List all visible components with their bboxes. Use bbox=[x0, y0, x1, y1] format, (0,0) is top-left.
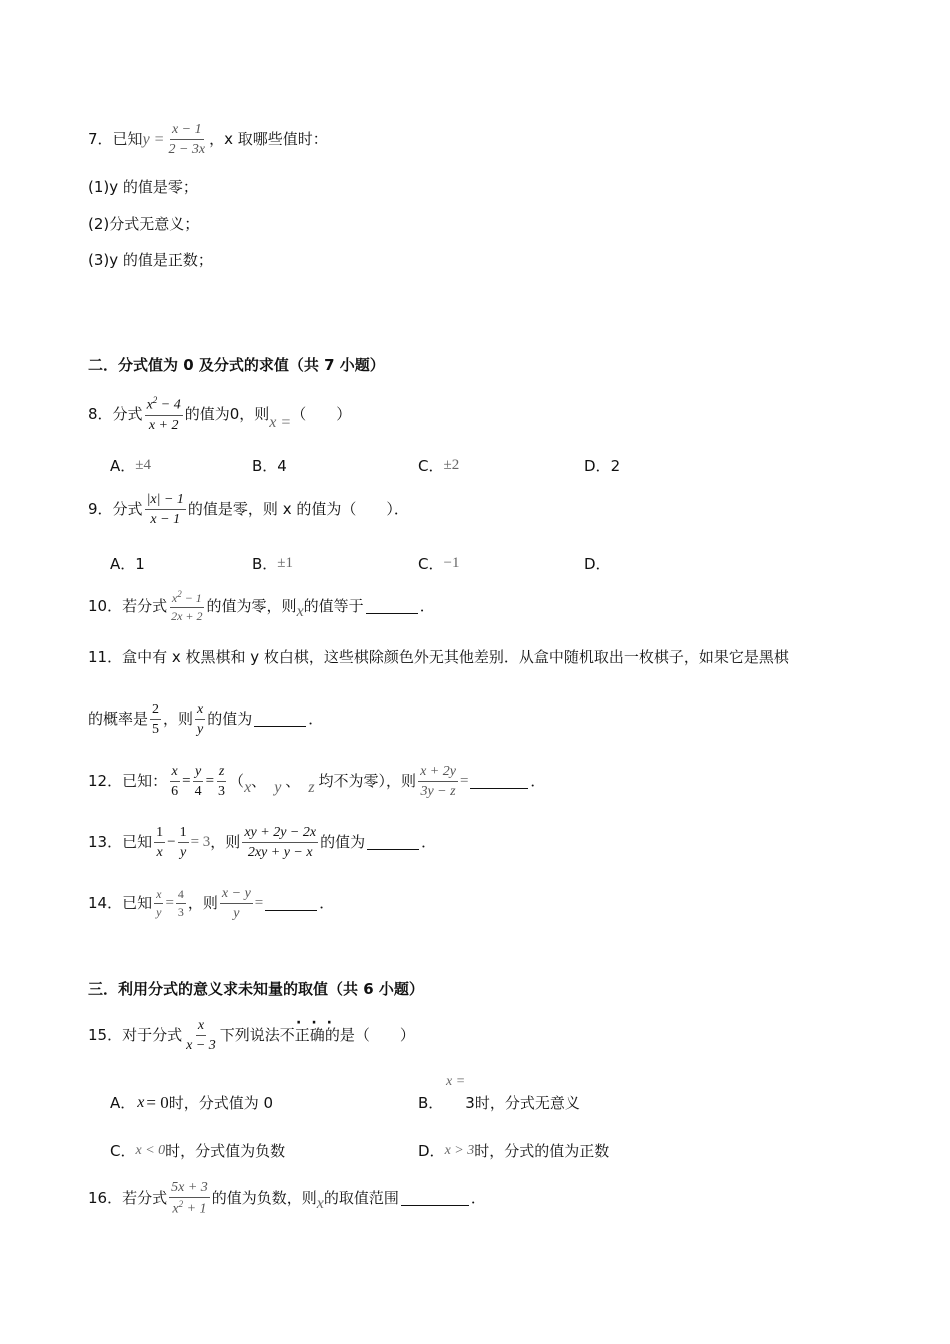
q14-line: 14． 已知 $\frac{x}{y}$ = $\frac{4}{3}$ ，则 $\frac{x - y}{y}$ = ． bbox=[88, 886, 335, 922]
q14-frac-expr: $\frac{x - y}{y}$ bbox=[221, 886, 251, 922]
q10-number: 10． bbox=[88, 597, 123, 616]
q9-line bbox=[88, 492, 409, 528]
q12-paren: （ bbox=[229, 772, 245, 791]
q8-line bbox=[88, 396, 351, 433]
q9-number: 9． bbox=[88, 500, 113, 519]
q11-line2c: 的值为 bbox=[207, 710, 253, 729]
q9-option-a[interactable]: A． 1 bbox=[110, 554, 145, 573]
q8-number: 8． bbox=[88, 405, 113, 424]
q14-frac-xy: $\frac{x}{y}$ bbox=[156, 887, 162, 920]
q13-mid: ，则 bbox=[210, 833, 241, 852]
q9-option-b[interactable]: B． ±1 bbox=[252, 555, 294, 573]
q10-end: ． bbox=[419, 597, 435, 616]
q16-tail: 的值为负数，则 bbox=[211, 1189, 317, 1208]
q15-tail-b: 不正确 bbox=[279, 1026, 325, 1045]
q10-tail2: 的值等于 bbox=[303, 597, 364, 616]
q10-x: x bbox=[296, 602, 304, 620]
q16-x: x bbox=[316, 1194, 324, 1212]
q7-sub3: (3)y 的值是正数； bbox=[88, 251, 213, 269]
q16-fraction: $\frac{5x + 3}{x^2 + 1}$ bbox=[171, 1180, 208, 1218]
q8-tail: （ ） bbox=[291, 405, 352, 424]
q11-answer-blank[interactable] bbox=[254, 712, 306, 727]
q15-emphasis-dots: ··· bbox=[296, 1015, 342, 1031]
q16-number: 16． bbox=[88, 1189, 123, 1208]
q12-frac-z3: $\frac{z}{3}$ bbox=[218, 764, 226, 800]
q10-line bbox=[88, 590, 435, 623]
q13-tail: 的值为 bbox=[320, 833, 366, 852]
q14-mid: ，则 bbox=[187, 894, 218, 913]
q15-tail-a: 下列说法 bbox=[219, 1026, 280, 1045]
q8-option-d[interactable]: D． 2 bbox=[584, 456, 621, 475]
q15-option-d[interactable]: D． x > 3 时，分式的值为正数 bbox=[418, 1142, 610, 1160]
q13-number: 13． bbox=[88, 833, 123, 852]
q14-end: ． bbox=[319, 894, 335, 913]
section3-heading: 三．利用分式的意义求未知量的取值（共 6 小题） bbox=[88, 980, 424, 998]
q7-lead: 已知 bbox=[112, 130, 143, 149]
q14-answer-blank[interactable] bbox=[265, 896, 317, 911]
q12-frac-y4: $\frac{y}{4}$ bbox=[194, 764, 202, 800]
q13-lead: 已知 bbox=[122, 833, 153, 852]
q11-text: 盒中有 x 枚黑棋和 y 枚白棋，这些棋除颜色外无其他差别．从盒中随机取出一枚棋子，如果它是黑棋 bbox=[122, 648, 789, 666]
q9-tail: 的值是零，则 x 的值为（ ）． bbox=[187, 500, 409, 519]
q13-frac-expr: $\frac{xy + 2y - 2x}{2xy + y - x}$ bbox=[244, 825, 317, 861]
q9-option-d[interactable]: D． bbox=[584, 555, 611, 573]
q9-option-c[interactable]: C． −1 bbox=[418, 555, 460, 573]
q15-lead: 对于分式 bbox=[122, 1026, 183, 1045]
q11-line1 bbox=[88, 650, 789, 665]
q8-fraction: $\frac{x^2 - 4}{x + 2}$ bbox=[146, 395, 181, 434]
q16-answer-blank[interactable] bbox=[401, 1191, 469, 1206]
q8-x-eq: x = bbox=[269, 413, 292, 431]
q7-sub2: (2)分式无意义； bbox=[88, 215, 200, 233]
q11-fraction-xy: $\frac{x}{y}$ bbox=[197, 702, 204, 738]
q15-option-a[interactable]: A． x = 0 时，分式值为 0 bbox=[110, 1092, 274, 1112]
q11-number: 11． bbox=[88, 648, 123, 666]
q12-lead: 已知： bbox=[122, 772, 168, 791]
q11-line2b: ，则 bbox=[163, 710, 194, 729]
q16-lead: 若分式 bbox=[122, 1189, 168, 1208]
q8-option-c[interactable]: C． ±2 bbox=[418, 457, 460, 475]
q7-sub1: (1)y 的值是零； bbox=[88, 178, 198, 196]
q11-fraction-prob: $\frac{2}{5}$ bbox=[152, 702, 160, 738]
q13-frac-1y: $\frac{1}{y}$ bbox=[179, 825, 187, 861]
q13-end: ． bbox=[421, 833, 437, 852]
q9-lead: 分式 bbox=[112, 500, 143, 519]
q12-frac-result: $\frac{x + 2y}{3y - z}$ bbox=[420, 764, 456, 800]
q12-tail: 均不为零），则 bbox=[318, 772, 417, 791]
q16-tail2: 的取值范围 bbox=[323, 1189, 399, 1208]
q12-answer-blank[interactable] bbox=[470, 774, 528, 789]
q14-number: 14． bbox=[88, 894, 123, 913]
q11-line2a: 的概率是 bbox=[88, 710, 149, 729]
q11-end: ． bbox=[308, 710, 324, 729]
q15-option-b[interactable]: B． x = 3时，分式无意义 bbox=[418, 1074, 580, 1112]
q7-number: 7． bbox=[88, 130, 113, 149]
q12-line: 12． 已知： $\frac{x}{6}$ = $\frac{y}{4}$ = $\frac{z}{3}$ （ x 、 y 、 z 均不为零），则 $\frac{x + 2y}{3y - z}$ = ． bbox=[88, 764, 546, 800]
q12-end: ． bbox=[530, 772, 546, 791]
q13-frac-1x: $\frac{1}{x}$ bbox=[156, 825, 164, 861]
q11-line2 bbox=[88, 702, 323, 738]
q8-option-b[interactable]: B． 4 bbox=[252, 456, 287, 475]
q13-line: 13． 已知 $\frac{1}{x}$ − $\frac{1}{y}$ = 3 ，则 $\frac{xy + 2y - 2x}{2xy + y - x}$ 的值为 ． bbox=[88, 825, 437, 861]
q15-number: 15． bbox=[88, 1026, 123, 1045]
q14-frac-43: $\frac{4}{3}$ bbox=[177, 887, 184, 920]
q10-lead: 若分式 bbox=[122, 597, 168, 616]
q15-fraction: $\frac{x}{x - 3}$ bbox=[186, 1018, 216, 1054]
q8-lead: 分式 bbox=[112, 405, 143, 424]
q16-line bbox=[88, 1180, 486, 1217]
q15-line bbox=[88, 1015, 415, 1054]
q9-fraction: $\frac{|x| - 1}{x - 1}$ bbox=[146, 492, 184, 528]
q16-end: ． bbox=[470, 1189, 486, 1208]
q8-mid: 的值为0，则 bbox=[184, 405, 270, 424]
q7-line bbox=[88, 122, 328, 158]
q7-y-eq: y = bbox=[142, 130, 165, 148]
q13-answer-blank[interactable] bbox=[367, 835, 419, 850]
q10-tail: 的值为零，则 bbox=[206, 597, 297, 616]
q10-fraction: $\frac{x^2 - 1}{2x + 2}$ bbox=[171, 589, 203, 624]
q15-tail-c: 的是（ ） bbox=[324, 1026, 415, 1045]
q7-tail: ，x 取哪些值时： bbox=[209, 130, 328, 149]
q8-option-a[interactable]: A． ±4 bbox=[110, 457, 151, 475]
q10-answer-blank[interactable] bbox=[366, 599, 418, 614]
q14-lead: 已知 bbox=[122, 894, 153, 913]
q12-frac-x6: $\frac{x}{6}$ bbox=[171, 764, 179, 800]
q15-option-c[interactable]: C． x < 0 时，分式值为负数 bbox=[110, 1142, 286, 1160]
section2-heading: 二．分式值为 0 及分式的求值（共 7 小题） bbox=[88, 356, 385, 374]
q7-fraction: $\frac{x - 1}{2 - 3x}$ bbox=[168, 122, 206, 158]
q12-number: 12． bbox=[88, 772, 123, 791]
